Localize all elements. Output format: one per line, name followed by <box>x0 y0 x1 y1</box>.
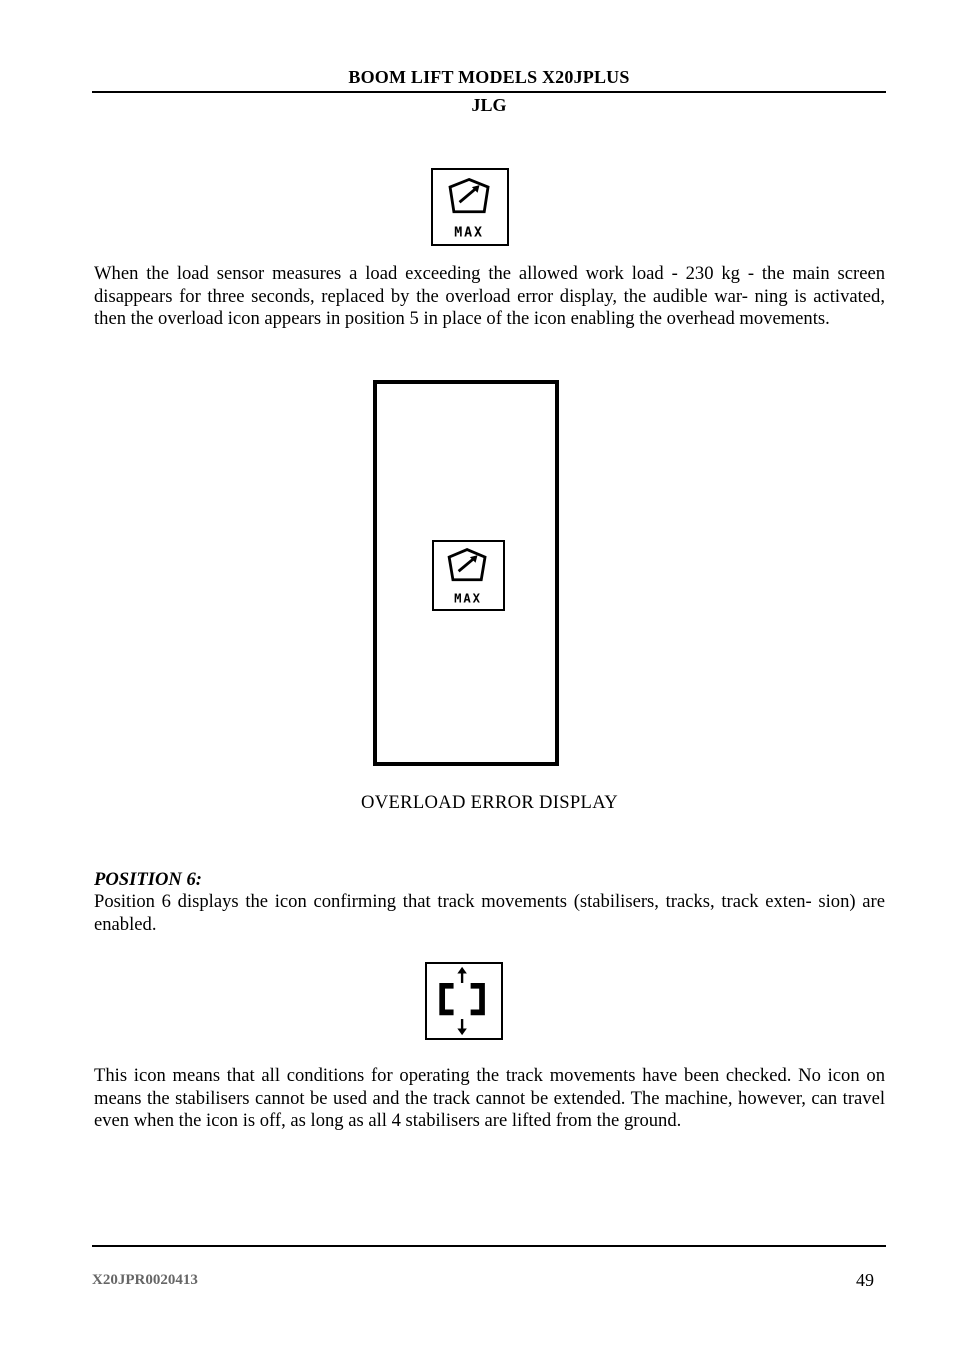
overload-icon-graphic <box>433 170 507 244</box>
page-number: 49 <box>856 1270 874 1290</box>
document-header-brand: JLG <box>471 95 507 115</box>
track-movement-icon <box>425 962 503 1040</box>
display-max-label: MAX <box>454 591 482 606</box>
footer-doc-code: X20JPR0020413 <box>92 1272 198 1288</box>
max-label: MAX <box>454 225 484 241</box>
track-icon-paragraph: This icon means that all conditions for operating the track movements have been checked. No icon on means the stabilisers cannot be used and the track cannot be extended. The machine, however, can travel even when the icon is off, as long as all 4 stabilisers are lifted from the ground. <box>94 1065 885 1131</box>
position-6-heading: POSITION 6: <box>94 869 202 890</box>
display-overload-icon-graphic <box>434 542 503 609</box>
display-caption: OVERLOAD ERROR DISPLAY <box>361 792 618 813</box>
track-icon-graphic <box>427 964 501 1038</box>
header-rule <box>92 91 886 93</box>
overload-max-icon <box>431 168 509 246</box>
document-header-title: BOOM LIFT MODELS X20JPLUS <box>348 67 630 87</box>
position-6-paragraph: Position 6 displays the icon confirming that track movements (stabilisers, tracks, track exten- sion) are enabled. <box>94 891 885 935</box>
overload-paragraph: When the load sensor measures a load exceeding the allowed work load - 230 kg - the main screen disappears for three seconds, replaced by the overload error display, the audible war- ning is activated, then the overload icon appears in position 5 in place of the icon enabling the overhead movements. <box>94 263 885 329</box>
footer-rule <box>92 1245 886 1247</box>
overload-max-icon <box>432 540 505 611</box>
